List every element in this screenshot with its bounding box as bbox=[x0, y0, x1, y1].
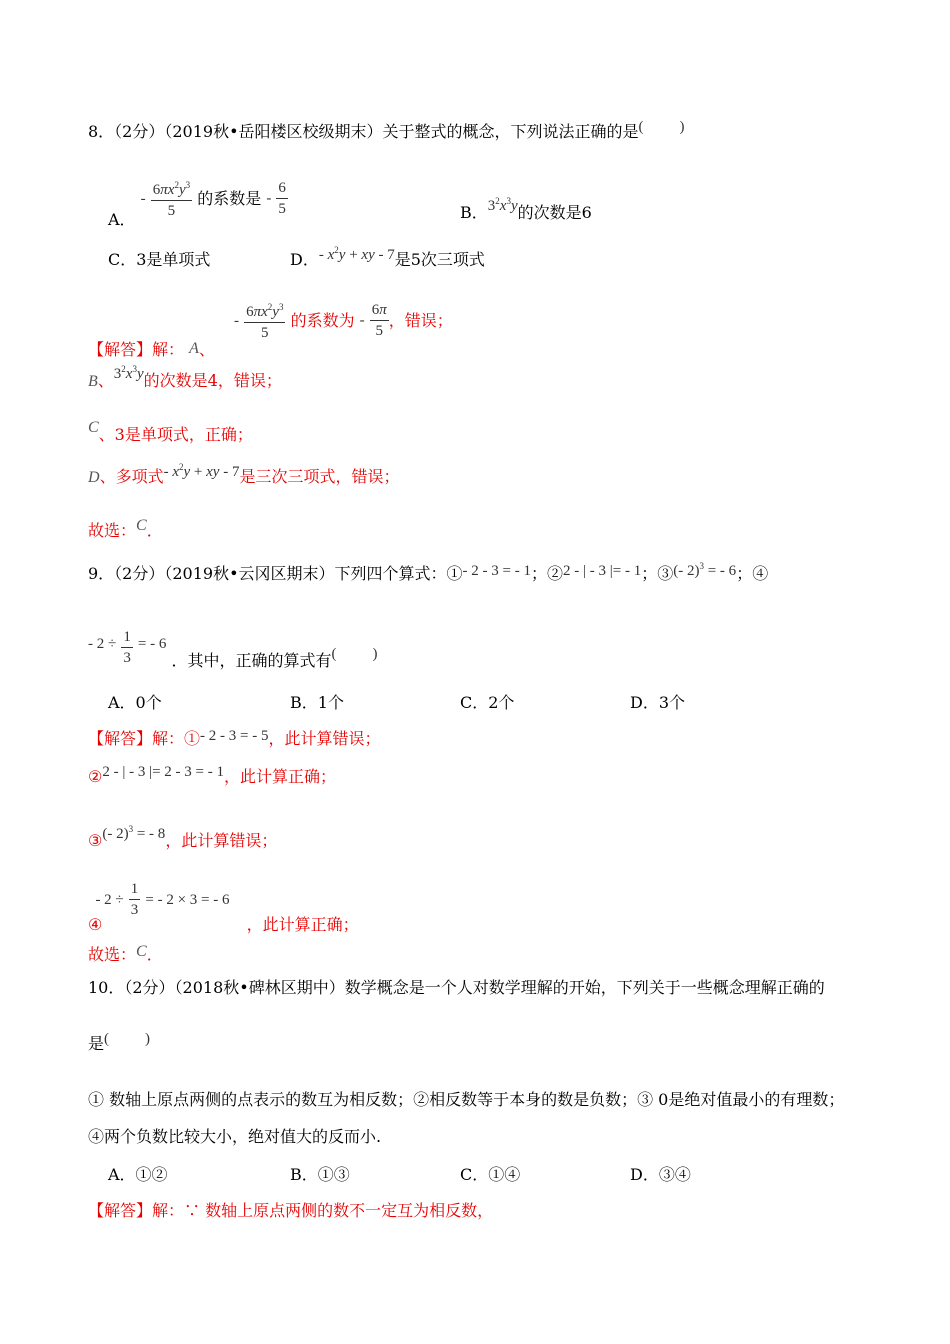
q8-answer-head: 【解答】 bbox=[88, 339, 153, 359]
q8-answer-b-letter: B bbox=[88, 373, 98, 390]
q8-answer-d bbox=[88, 464, 399, 487]
q8-answer-a-coef-den: 5 bbox=[375, 322, 384, 339]
q8-option-a-coef-num: 6 bbox=[276, 179, 288, 199]
q8-option-d bbox=[290, 247, 485, 270]
q8-answer-b-text: 、 bbox=[97, 371, 114, 390]
q8-answer-d-letter: D bbox=[88, 469, 100, 486]
q8-paren-close: ) bbox=[679, 119, 685, 135]
q9-expr-1: - 2 - 3 = - 1 bbox=[462, 563, 531, 579]
q9-expr-3-base: (- 2) bbox=[673, 563, 700, 579]
q9-stem: 9．（2分）（2019秋•云冈区期末）下列四个算式：① bbox=[88, 564, 463, 583]
q9-answer-4-num: 1 bbox=[129, 880, 141, 900]
q9-answer-3-label: ③ bbox=[88, 831, 103, 850]
q9-sep-4: ；④ bbox=[736, 564, 769, 583]
q9-option-b-text: B．1个 bbox=[290, 693, 344, 712]
q9-answer-4-fraction bbox=[129, 880, 141, 919]
q9-frac-num: 1 bbox=[121, 628, 133, 648]
q8-answer-a-fraction bbox=[244, 298, 285, 342]
q8-paren-open: ( bbox=[638, 119, 644, 135]
q8-option-b-label: B． bbox=[460, 203, 488, 222]
q8-stem: 8．（2分）（2019秋•岳阳楼区校级期末）关于整式的概念，下列说法正确的是 bbox=[88, 122, 639, 141]
q10-paren-open: ( bbox=[104, 1031, 110, 1047]
q8-option-a-fraction bbox=[151, 176, 192, 220]
q9-answer-3-end: ，此计算错误； bbox=[165, 831, 278, 850]
q10-statement-1-text: ① 数轴上原点两侧的点表示的数互为相反数；②相反数等于本身的数是负数；③ 0是绝对值最小的有理数； bbox=[88, 1090, 845, 1109]
q8-option-a-coef bbox=[276, 179, 288, 218]
q10-option-c bbox=[460, 1162, 520, 1185]
q10-option-d bbox=[630, 1162, 691, 1185]
q8-answer-a-minus2: - bbox=[359, 312, 365, 329]
q8-answer-d-expr: - $x^2y$ + xy - 7 bbox=[163, 462, 240, 480]
q8-option-b-expr: $3^2x^3y$ bbox=[487, 196, 518, 214]
q9-option-a-text: A．0个 bbox=[108, 693, 162, 712]
q9-paren-close: ) bbox=[372, 646, 378, 662]
q9-line2-text: ．其中，正确的算式有 bbox=[171, 651, 332, 670]
q9-expr-4b: = - 6 bbox=[137, 636, 167, 652]
q9-answer-4-a: - 2 ÷ bbox=[95, 892, 124, 908]
q8-option-d-expr: - $x^2y$ + xy - 7 bbox=[318, 245, 395, 263]
q8-answer-a-coef bbox=[370, 301, 389, 340]
q9-answer-2 bbox=[88, 764, 336, 787]
q9-answer-3-exp: 3 bbox=[128, 824, 134, 834]
q8-choose-letter: C bbox=[136, 517, 147, 534]
q9-answer-4 bbox=[88, 880, 359, 934]
q9-expr-3 bbox=[673, 563, 736, 579]
q8-answer-a-num: $6\pi x^2y^3$ bbox=[244, 298, 285, 323]
q8-answer-choose bbox=[88, 518, 163, 541]
q10-stem-line bbox=[88, 978, 825, 998]
q8-answer-a-sep: 、 bbox=[198, 339, 215, 359]
q9-answer-4-den: 3 bbox=[130, 902, 139, 918]
q8-answer-a bbox=[88, 298, 453, 359]
q8-option-a-minus2: - bbox=[266, 190, 272, 207]
q8-option-a-mid: 的系数是 bbox=[197, 188, 262, 208]
q8-option-c bbox=[108, 247, 210, 270]
q9-answer-3-expr bbox=[102, 826, 165, 842]
q9-expr-4-fraction bbox=[121, 628, 133, 667]
q8-answer-b-expr: $3^2x^3y$ bbox=[113, 364, 144, 382]
q9-option-d-text: D．3个 bbox=[630, 693, 686, 712]
q9-frac-den: 3 bbox=[123, 650, 131, 666]
q10-option-a bbox=[108, 1162, 168, 1185]
q9-answer-4-b: = - 2 × 3 = - 6 bbox=[145, 892, 230, 908]
q9-option-c bbox=[460, 690, 514, 713]
q8-answer-b-end: 的次数是4，错误； bbox=[143, 371, 282, 390]
q8-answer-c bbox=[88, 420, 253, 443]
q9-sep-3: ；③ bbox=[641, 564, 674, 583]
q8-answer-a-letter: A bbox=[189, 339, 199, 357]
q9-option-b bbox=[290, 690, 344, 713]
q8-option-a-minus: - bbox=[140, 190, 146, 207]
q8-answer-d-text: 、多项式 bbox=[99, 467, 164, 486]
q10-stem: 10．（2分）（2018秋•碑林区期中）数学概念是一个人对数学理解的开始，下列关于一些概念理解正确的 bbox=[88, 978, 825, 997]
q9-option-d bbox=[630, 690, 685, 713]
q9-answer-2-end: ，此计算正确； bbox=[224, 767, 337, 786]
q9-choose-letter: C bbox=[136, 943, 147, 960]
q8-answer-a-mid: 的系数为 bbox=[290, 310, 355, 330]
q8-option-a-label: A． bbox=[108, 209, 136, 229]
q10-statement-1 bbox=[88, 1090, 844, 1110]
q9-answer-1-expr: - 2 - 3 = - 5 bbox=[200, 728, 269, 744]
q10-statement-2-text: ④两个负数比较大小，绝对值大的反而小. bbox=[88, 1127, 382, 1146]
q9-answer-1-label: 解：① bbox=[152, 729, 201, 748]
q8-answer-a-end: ，错误； bbox=[388, 310, 453, 330]
q8-answer-a-coef-num: 6π bbox=[370, 301, 389, 321]
q8-option-a-coef-den: 5 bbox=[278, 200, 286, 217]
q8-answer-jie: 解： bbox=[152, 339, 185, 359]
q9-paren-open: ( bbox=[331, 646, 337, 662]
q8-answer-c-text: 、3是单项式，正确； bbox=[98, 425, 253, 444]
q8-answer-d-end: 是三次三项式，错误； bbox=[239, 467, 400, 486]
q8-stem-line bbox=[88, 119, 685, 143]
q8-choose-end: ． bbox=[146, 521, 163, 540]
q9-line2 bbox=[88, 628, 378, 670]
q8-option-c-text: C．3是单项式 bbox=[108, 250, 211, 269]
q9-choose-label: 故选： bbox=[88, 945, 137, 964]
q9-answer-3-tail: = - 8 bbox=[133, 826, 166, 842]
q10-option-d-text: D．③④ bbox=[630, 1165, 691, 1184]
q9-choose-end: ． bbox=[146, 945, 163, 964]
q9-sep-2: ；② bbox=[530, 564, 563, 583]
q8-option-b-text: 的次数是6 bbox=[517, 203, 592, 222]
q8-answer-c-letter: C bbox=[88, 419, 99, 436]
q8-option-a-denominator: 5 bbox=[167, 203, 176, 219]
q10-paren-close: ) bbox=[145, 1031, 151, 1047]
q9-answer-3 bbox=[88, 824, 278, 851]
q10-option-a-text: A．①② bbox=[108, 1165, 168, 1184]
q10-option-b-text: B．①③ bbox=[290, 1165, 350, 1184]
q8-answer-b bbox=[88, 364, 282, 391]
q9-answer-2-expr: 2 - | - 3 |= 2 - 3 = - 1 bbox=[102, 764, 224, 780]
q9-answer-head: 【解答】 bbox=[88, 729, 153, 748]
q9-answer-4-label: ④ bbox=[88, 915, 103, 934]
q9-answer-1 bbox=[88, 726, 381, 749]
q9-expr-3-end: = - 6 bbox=[703, 563, 737, 579]
q8-option-d-label: D． bbox=[290, 250, 319, 269]
q10-option-c-text: C．①④ bbox=[460, 1165, 521, 1184]
q9-expr-3-exp: 3 bbox=[699, 561, 704, 571]
q9-expr-2: 2 - | - 3 |= - 1 bbox=[563, 563, 642, 579]
q10-statement-2 bbox=[88, 1127, 381, 1147]
q8-option-a-numerator: $6\pi x^2y^3$ bbox=[151, 176, 192, 201]
q10-stem-line-2 bbox=[88, 1031, 151, 1055]
q9-answer-1-end: ，此计算错误； bbox=[268, 729, 381, 748]
q9-answer-4-end: ，此计算正确； bbox=[246, 915, 359, 934]
q10-answer-text: 解：∵ 数轴上原点两侧的数不一定互为相反数， bbox=[152, 1201, 494, 1220]
q8-option-a bbox=[108, 176, 288, 229]
q10-stem-2: 是 bbox=[88, 1034, 105, 1053]
q10-option-b bbox=[290, 1162, 350, 1185]
q9-option-c-text: C．2个 bbox=[460, 693, 515, 712]
q10-answer-head: 【解答】 bbox=[88, 1201, 153, 1220]
q8-answer-a-den: 5 bbox=[261, 325, 269, 341]
q9-answer-choose bbox=[88, 942, 163, 965]
q10-answer bbox=[88, 1198, 493, 1221]
q8-option-b bbox=[460, 196, 592, 223]
q9-answer-3-base: (- 2) bbox=[102, 826, 129, 842]
q8-choose-label: 故选： bbox=[88, 521, 137, 540]
q8-option-d-text: 是5次三项式 bbox=[394, 250, 485, 269]
q9-expr-4a: - 2 ÷ bbox=[88, 636, 117, 652]
q9-answer-2-label: ② bbox=[88, 767, 103, 786]
q8-answer-a-minus: - bbox=[234, 312, 240, 329]
q9-stem-line bbox=[88, 560, 768, 585]
q9-option-a bbox=[108, 690, 162, 713]
